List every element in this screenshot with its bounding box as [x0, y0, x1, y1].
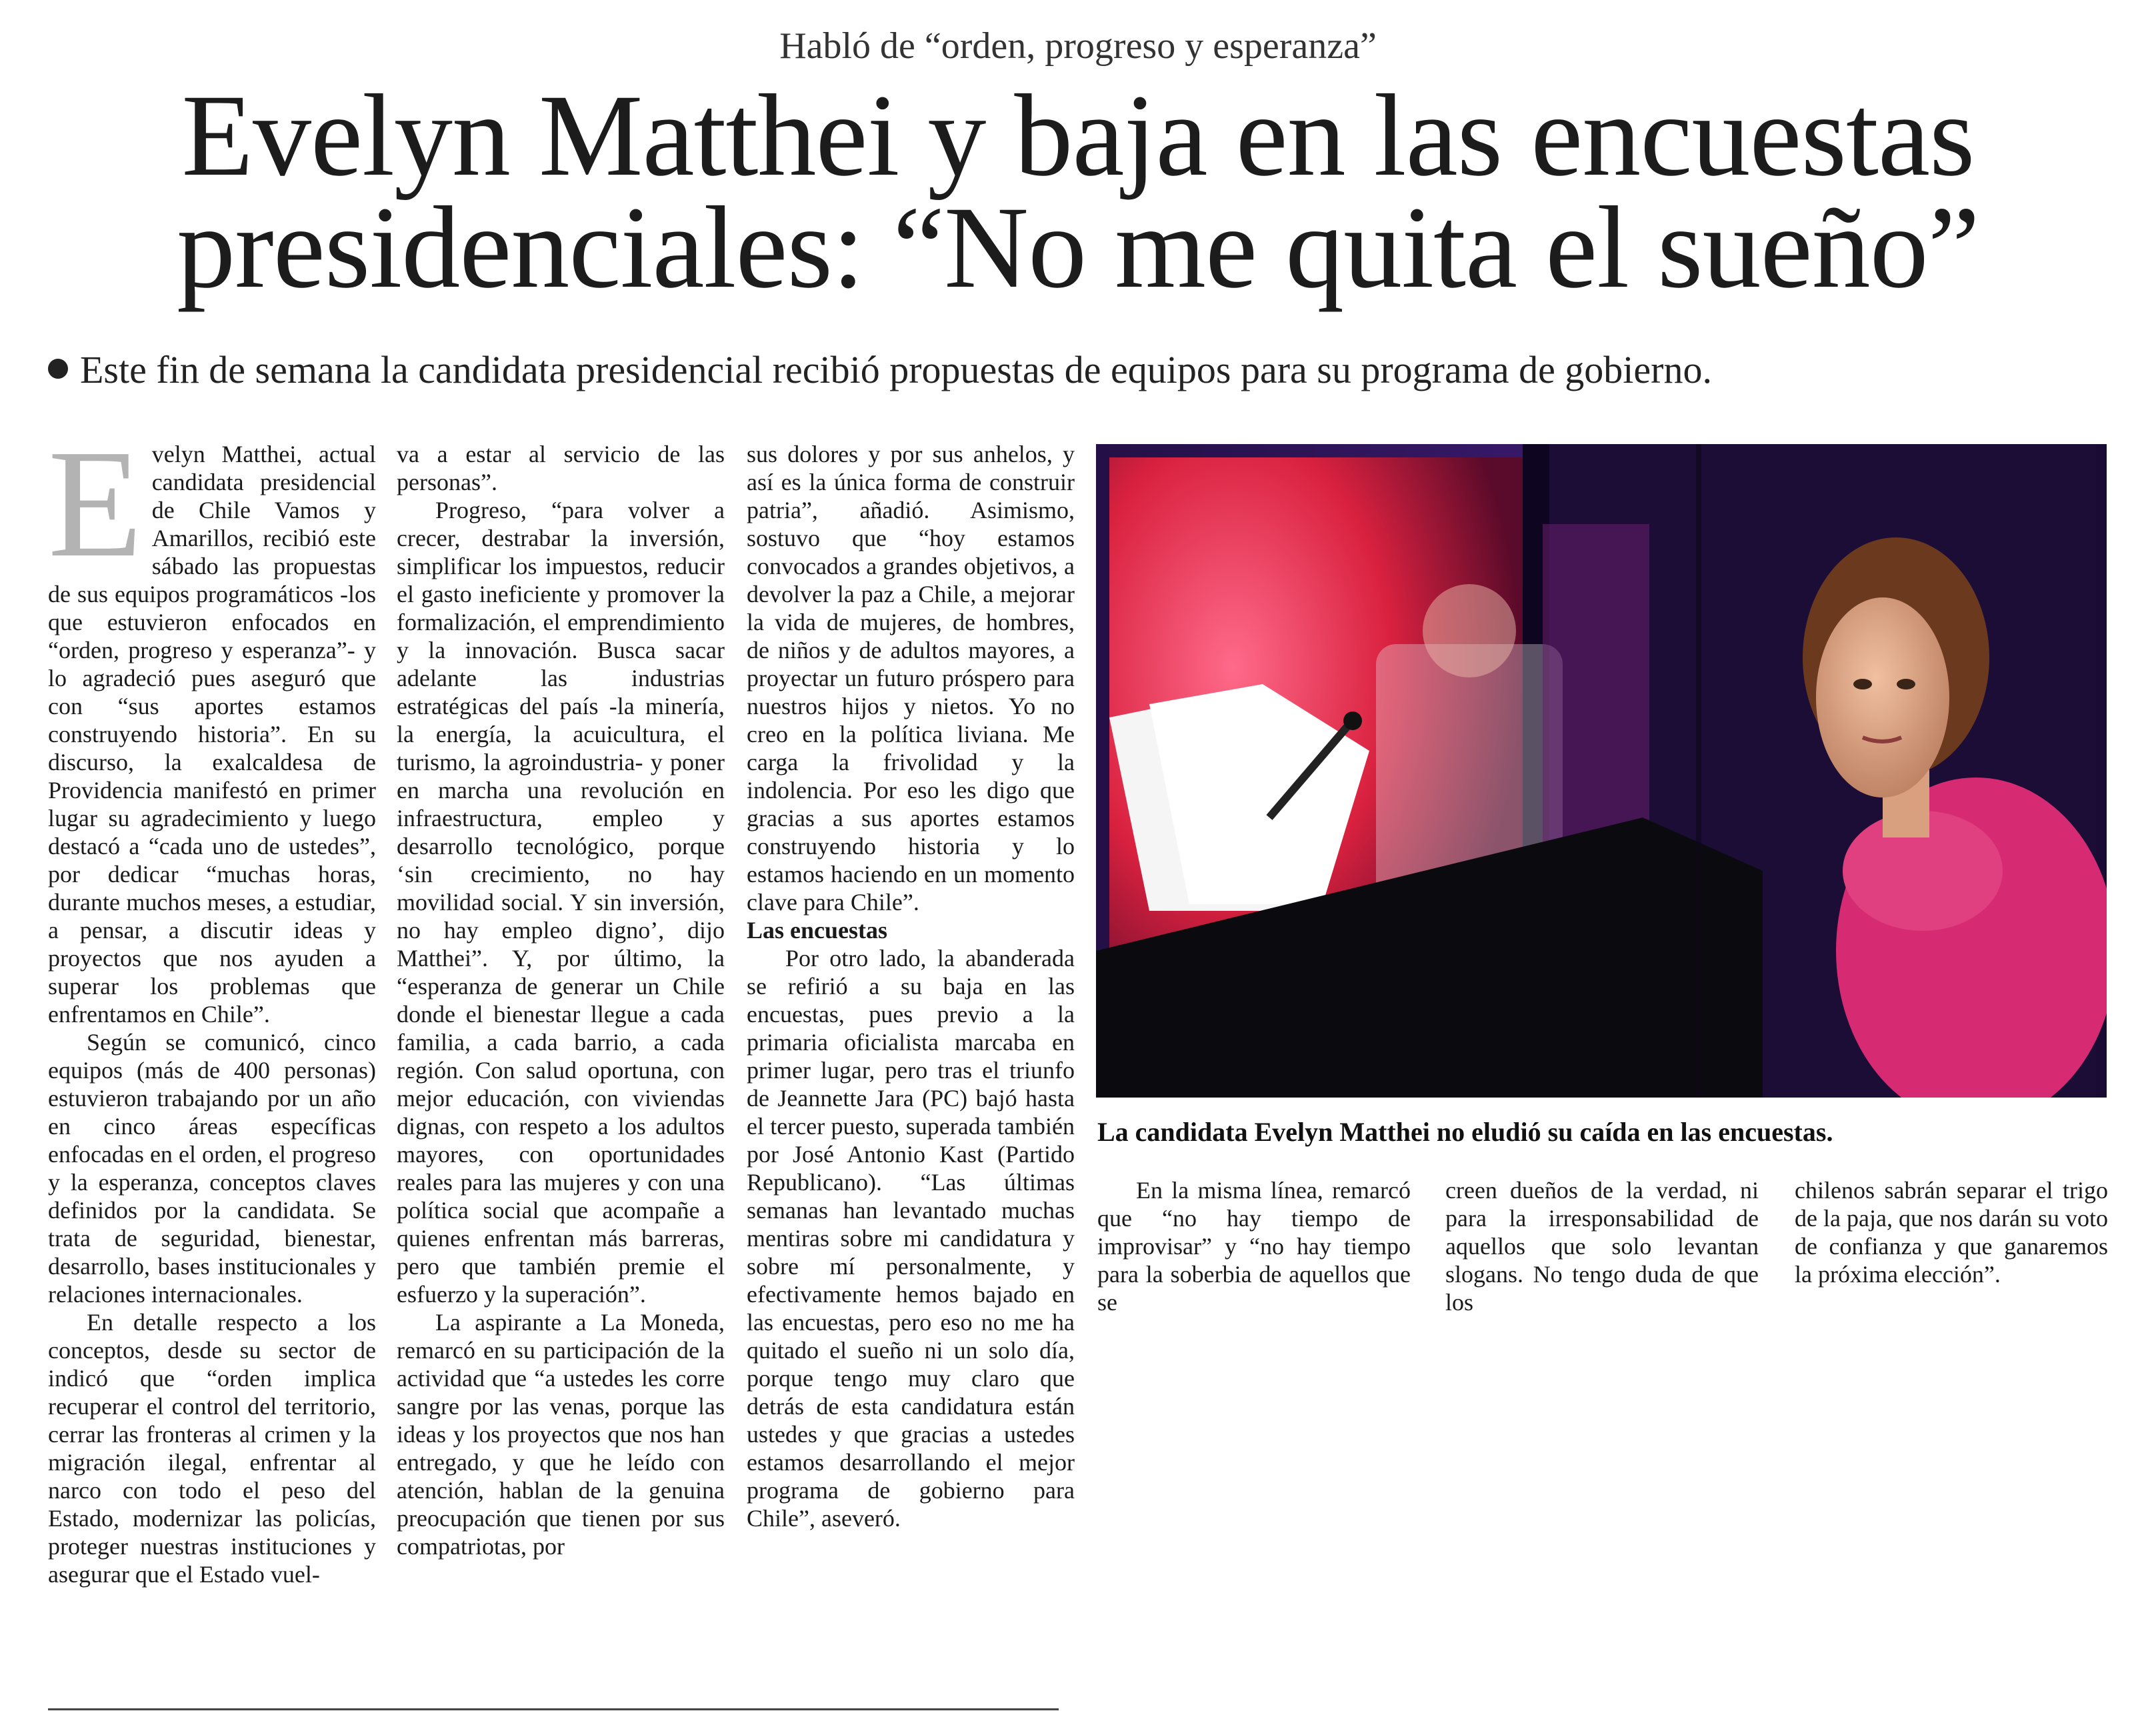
paragraph: Progreso, “para volver a crecer, destrabar la inversión, simplificar los impuestos, reducir el gasto ineficiente y promover la formalización, el emprendimiento y la innovación. Busca sacar adelante las industrias estratégicas del país -la minería, la energía, la acuicultura, el turismo, la agroindustria- y poner en marcha una revolución en infraestructura, empleo y desarrollo tecnológico, porque ‘sin crecimiento, no hay movilidad social. Y sin inversión, no hay empleo digno’, dijo Matthei”. Y, por último, la “esperanza de generar un Chile donde el bienestar llegue a cada familia, a cada barrio, a cada región. Con salud oportuna, con mejor educación, con viviendas dignas, con respeto a los adultos mayores, con oportunidades reales para las mujeres y con una política social que acompañe a quienes enfrentan más barreras, pero que también premie el esfuerzo y la superación”. — [397, 497, 725, 1308]
headline-line-2: presidenciales: “No me quita el sueño” — [177, 183, 1979, 313]
paragraph: La aspirante a La Moneda, remarcó en su participación de la actividad que “a ustedes les corre sangre por las venas, porque las ideas y los proyectos que nos han entregado, y que he leído con atención, hablan de la genuina preocupación que tienen por sus compatriotas, por — [397, 1309, 725, 1560]
paragraph: creen dueños de la verdad, ni para la irresponsabilidad de aquellos que solo levantan slogans. No tengo duda de que los — [1445, 1177, 1759, 1316]
bullet-icon — [48, 359, 68, 379]
article-photo — [1096, 444, 2107, 1098]
dropcap: E — [48, 418, 143, 589]
paragraph — [48, 418, 376, 1028]
paragraph: Según se comunicó, cinco equipos (más de 400 personas) estuvieron trabajando por un año en cinco áreas específicas enfocadas en el orden, el progreso y la esperanza, conceptos claves definidos por la candidata. Se trata de seguridad, bienestar, desarrollo, bases institucionales y relaciones internacionales. — [48, 1029, 376, 1308]
paragraph: En detalle respecto a los conceptos, desde su sector de indicó que “orden implica recuperar el control del territorio, cerrar las fronteras al crimen y la migración ilegal, enfrentar al narco con todo el peso del Estado, modernizar las policías, proteger nuestras instituciones y asegurar que el Estado vuel- — [48, 1309, 376, 1588]
paragraph: Por otro lado, la abanderada se refirió a su baja en las encuestas, pues previo a la primaria oficialista marcaba en primer lugar, pero tras el triunfo de Jeannette Jara (PC) bajó hasta el tercer puesto, superada también por José Antonio Kast (Partido Republicano). “Las últimas semanas han levantado muchas mentiras sobre mi candidatura y sobre mí personalmente, y efectivamente hemos bajado en las encuestas, pero eso no me ha quitado el sueño ni un solo día, porque tengo muy claro que detrás de esta candidatura están ustedes y que gracias a ustedes estamos desarrollando el mejor programa de gobierno para Chile”, aseveró. — [747, 945, 1075, 1532]
lower-column-2 — [1445, 1176, 1759, 1316]
dek — [48, 343, 2115, 397]
photo-illustration — [1096, 444, 2107, 1098]
article-column-2 — [397, 440, 725, 1560]
paragraph-text: velyn Matthei, actual candidata presidencial de Chile Vamos y Amarillos, recibió este sábado las propuestas de sus equipos programáticos -los que estuvieron enfocados en “orden, progreso y esperanza”- y lo agradeció pues aseguró que con “sus aportes estamos construyendo historia”. En su discurso, la exalcaldesa de Providencia manifestó en primer lugar su agradecimiento y luego destacó a “cada uno de ustedes”, por dedicar “muchas horas, durante muchos meses, a estudiar, a pensar, a discutir ideas y proyectos que nos ayuden a superar los problemas que enfrentamos en Chile”. — [48, 441, 376, 1028]
headline-line-1: Evelyn Matthei y baja en las encuestas — [181, 71, 1975, 201]
photo-caption: La candidata Evelyn Matthei no eludió su caída en las encuestas. — [1097, 1117, 1833, 1147]
bottom-rule — [48, 1708, 1059, 1710]
paragraph: En la misma línea, remarcó que “no hay tiempo de improvisar” y “no hay tiempo para la soberbia de aquellos que se — [1097, 1177, 1411, 1316]
subhead: Las encuestas — [747, 917, 888, 944]
article-column-3 — [747, 440, 1075, 1532]
headline — [0, 71, 2156, 313]
lower-column-1 — [1097, 1176, 1411, 1316]
kicker: Habló de “orden, progreso y esperanza” — [779, 25, 1377, 67]
article-column-1 — [48, 418, 376, 1588]
paragraph: sus dolores y por sus anhelos, y así es la única forma de construir patria”, añadió. Asimismo, sostuvo que “hoy estamos convocados a grandes objetivos, a devolver la paz a Chile, a mejorar la vida de mujeres, de hombres, de niños y de adultos mayores, a proyectar un futuro próspero para nuestros hijos y nietos. Yo no creo en la política liviana. Me carga la frivolidad y la indolencia. Por eso les digo que gracias a sus aportes estamos construyendo historia y lo estamos haciendo en un momento clave para Chile”. — [747, 441, 1075, 916]
dek-text: Este fin de semana la candidata presidencial recibió propuestas de equipos para su programa de gobierno. — [80, 348, 1712, 391]
paragraph: chilenos sabrán separar el trigo de la paja, que nos darán su voto de confianza y que ganaremos la próxima elección”. — [1795, 1177, 2108, 1288]
lower-column-3 — [1795, 1176, 2108, 1288]
paragraph: va a estar al servicio de las personas”. — [397, 441, 725, 495]
